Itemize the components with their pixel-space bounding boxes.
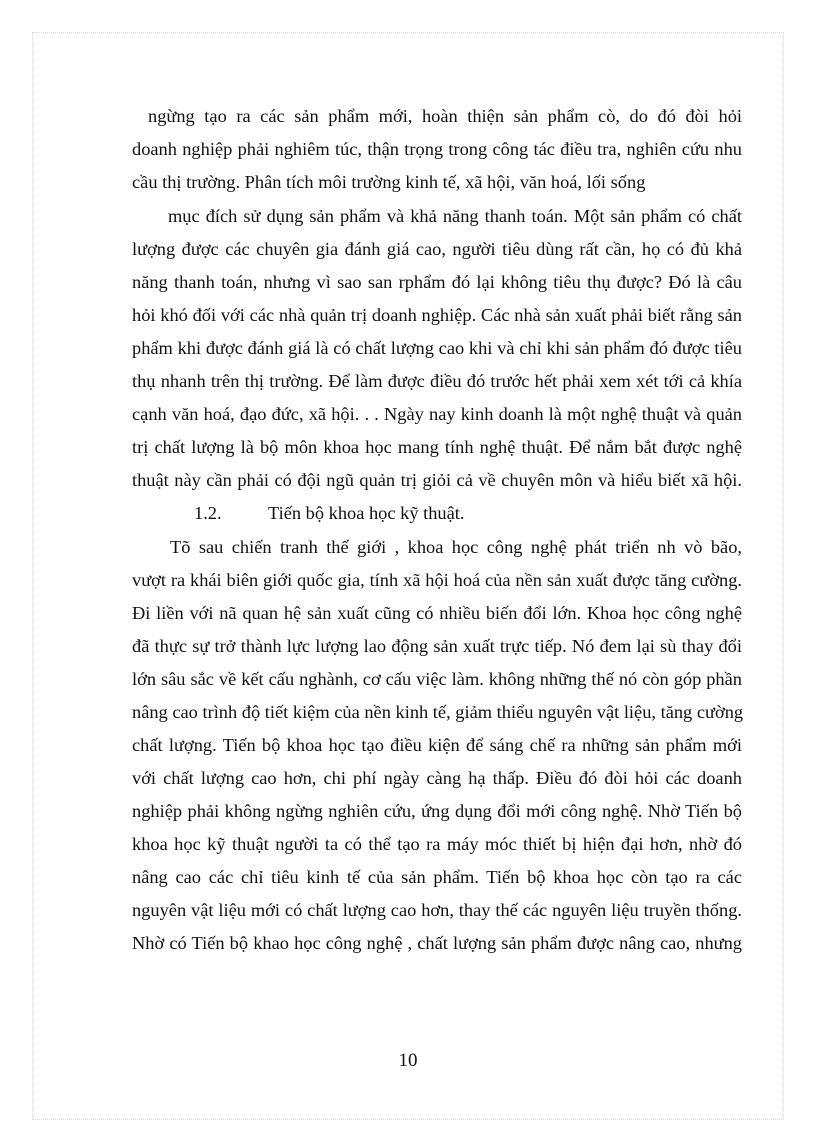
text-line: nâng cao trình độ tiết kiệm của nền kinh tế, giảm thiểu nguyên vật liệu, tăng cường — [132, 702, 744, 722]
text-line: chất lượng. Tiến bộ khoa học tạo điều kiện để sáng chế ra những sản phẩm mới — [132, 735, 742, 755]
text-line: vượt ra khái biên giới quốc gia, tính xã hội hoá của nền sản xuất được tăng cường. — [132, 570, 742, 590]
text-line: khoa học kỹ thuật người ta có thể tạo ra máy móc thiết bị hiện đại hơn, nhờ đó — [132, 834, 742, 854]
text-line: nâng cao các chỉ tiêu kinh tế của sản phẩm. Tiến bộ khoa học còn tạo ra các — [132, 867, 742, 887]
text-line: lượng được các chuyên gia đánh giá cao, người tiêu dùng rất cần, họ có đủ khả — [132, 239, 742, 259]
text-line: hỏi khó đối với các nhà quản trị doanh nghiệp. Các nhà sản xuất phải biết rằng sản — [132, 305, 742, 325]
text-line: cầu thị trường. Phân tích môi trường kinh tế, xã hội, văn hoá, lối sống — [132, 172, 646, 192]
text-line: năng thanh toán, nhưng vì sao san rphẩm đó lại không tiêu thụ được? Đó là câu — [132, 272, 742, 292]
text-line: doanh nghiệp phải nghiêm túc, thận trọng trong công tác điều tra, nghiên cứu nhu — [132, 139, 742, 159]
text-line: Nhờ có Tiến bộ khao học công nghệ , chất lượng sản phẩm được nâng cao, nhưng — [132, 933, 742, 953]
section-heading: Tiến bộ khoa học kỹ thuật. — [268, 503, 465, 523]
text-line: đã thực sự trở thành lực lượng lao động sản xuất trực tiếp. Nó đem lại sù thay đổi — [132, 636, 742, 656]
section-number: 1.2. — [194, 503, 222, 523]
text-line: thuật này cần phải có đội ngũ quản trị giỏi cả về chuyên môn và hiểu biết xã hội. — [132, 470, 742, 490]
page-number: 10 — [398, 1050, 418, 1071]
text-line: thụ nhanh trên thị trường. Để làm được điều đó trước hết phải xem xét tới cả khía — [132, 371, 742, 391]
text-line: lớn sâu sắc về kết cấu nghành, cơ cấu việc làm. không những thế nó còn góp phần — [132, 669, 742, 689]
text-line: trị chất lượng là bộ môn khoa học mang tính nghệ thuật. Để nắm bắt được nghệ — [132, 437, 742, 457]
text-line: Đi liền với nã quan hệ sản xuất cũng có nhiều biến đổi lớn. Khoa học công nghệ — [132, 603, 742, 623]
text-line: mục đích sử dụng sản phẩm và khả năng thanh toán. Một sản phẩm có chất — [168, 206, 742, 226]
text-line: ngừng tạo ra các sản phẩm mới, hoàn thiện sản phẩm cò, do đó đòi hỏi — [148, 106, 742, 126]
text-line: phẩm khi được đánh giá là có chất lượng cao khi và chỉ khi sản phẩm đó được tiêu — [132, 338, 742, 358]
text-line: cạnh văn hoá, đạo đức, xã hội. . . Ngày nay kinh doanh là một nghệ thuật và quản — [132, 404, 742, 424]
text-line: nguyên vật liệu mới có chất lượng cao hơn, thay thế các nguyên liệu truyền thống. — [132, 900, 742, 920]
text-line: với chất lượng cao hơn, chi phí ngày càng hạ thấp. Điều đó đòi hỏi các doanh — [132, 768, 742, 788]
text-line: Tõ sau chiến tranh thế giới , khoa học công nghệ phát triển nh vò bão, — [170, 537, 742, 557]
text-line: nghiệp phải không ngừng nghiên cứu, ứng dụng đổi mới công nghệ. Nhờ Tiến bộ — [132, 801, 742, 821]
